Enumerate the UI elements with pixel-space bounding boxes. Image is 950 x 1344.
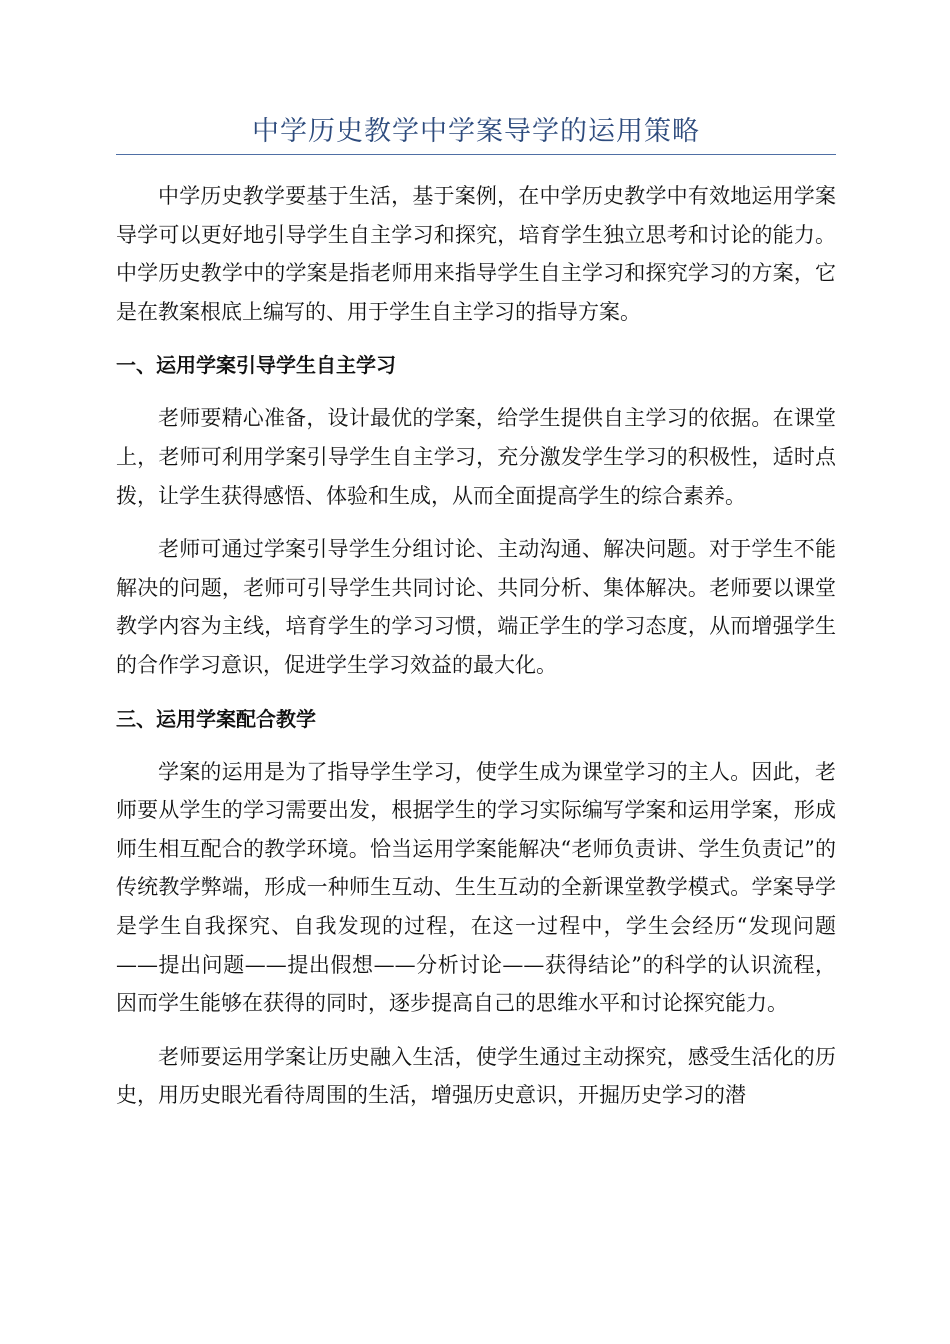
section-heading-1: 一、运用学案引导学生自主学习: [116, 353, 396, 378]
section-heading-3: 三、运用学案配合教学: [116, 706, 316, 731]
intro-paragraph: 中学历史教学要基于生活，基于案例，在中学历史教学中有效地运用学案导学可以更好地引导学生自主学习和探究，培育学生独立思考和讨论的能力。中学历史教学中的学案是指老师用来指导学生自主学习和探究学习的方案，它是在教案根底上编写的、用于学生自主学习的指导方案。: [116, 184, 836, 324]
section3-paragraph-1: 学案的运用是为了指导学生学习，使学生成为课堂学习的主人。因此，老师要从学生的学习需要出发，根据学生的学习实际编写学案和运用学案，形成师生相互配合的教学环境。恰当运用学案能解决“老师负责讲、学生负责记”的传统教学弊端，形成一种师生互动、生生互动的全新课堂教学模式。学案导学是学生自我探究、自我发现的过程，在这一过程中，学生会经历“发现问题——提出问题——提出假想——分析讨论——获得结论”的科学的认识流程，因而学生能够在获得的同时，逐步提高自己的思维水平和讨论探究能力。: [116, 759, 836, 1016]
document-title: 中学历史教学中学案导学的运用策略: [116, 112, 836, 155]
section1-paragraph-2: 老师可通过学案引导学生分组讨论、主动沟通、解决问题。对于学生不能解决的问题，老师可引导学生共同讨论、共同分析、集体解决。老师要以课堂教学内容为主线，培育学生的学习习惯，端正学生的学习态度，从而增强学生的合作学习意识，促进学生学习效益的最大化。: [116, 537, 836, 677]
document-page: [116, 112, 836, 1130]
section1-paragraph-1: 老师要精心准备，设计最优的学案，给学生提供自主学习的依据。在课堂上，老师可利用学案引导学生自主学习，充分激发学生学习的积极性，适时点拨，让学生获得感悟、体验和生成，从而全面提高学生的综合素养。: [116, 406, 836, 508]
section3-paragraph-2: 老师要运用学案让历史融入生活，使学生通过主动探究，感受生活化的历史，用历史眼光看待周围的生活，增强历史意识，开掘历史学习的潜: [116, 1044, 836, 1108]
